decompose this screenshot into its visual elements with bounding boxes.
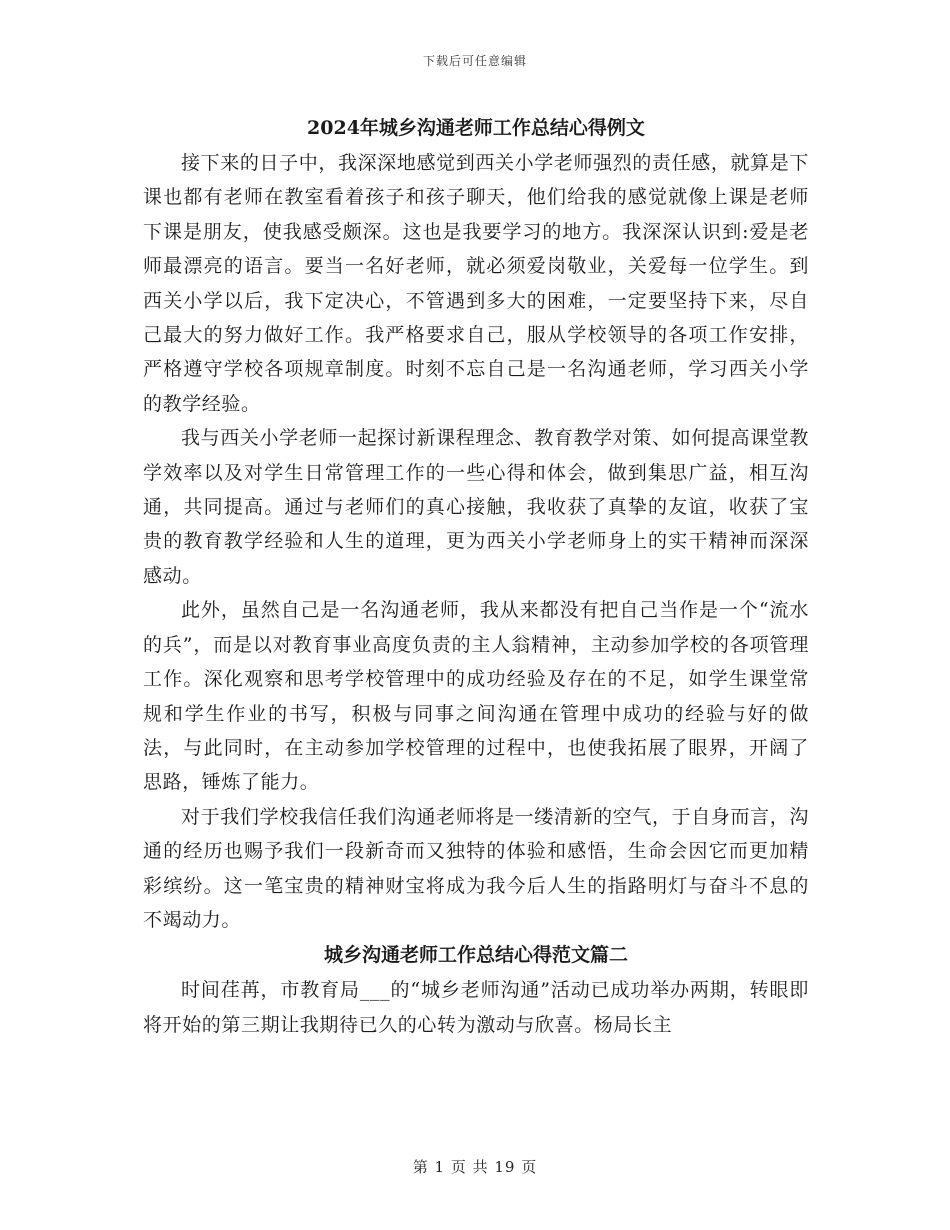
page-footer: 第 1 页 共 19 页 — [412, 1158, 538, 1176]
paragraph-3: 此外，虽然自己是一名沟通老师，我从来都没有把自己当作是一个“流水的兵”，而是以对教育事业高度负责的主人翁精神，主动参加学校的各项管理工作。深化观察和思考学校管理中的成功经验及存在的不足，如学生课堂常规和学生作业的书写，积极与同事之间沟通在管理中成功的经验与好的做法，与此同时，在主动参加学校管理的过程中，也使我拓展了眼界，开阔了思路，锤炼了能力。 — [143, 599, 809, 794]
page-header: 下载后可任意编辑 — [422, 54, 527, 68]
document-body — [143, 110, 809, 1042]
paragraph-1: 接下来的日子中，我深深地感觉到西关小学老师强烈的责任感，就算是下课也都有老师在教室看着孩子和孩子聊天，他们给我的感觉就像上课是老师下课是朋友，使我感受颇深。这也是我要学习的地方。我深深认识到:爱是老师最漂亮的语言。要当一名好老师，就必须爱岗敬业，关爱每一位学生。到西关小学以后，我下定决心，不管遇到多大的困难，一定要坚持下来，尽自己最大的努力做好工作。我严格要求自己，服从学校领导的各项工作安排，严格遵守学校各项规章制度。时刻不忘自己是一名沟通老师，学习西关小学的教学经验。 — [143, 152, 809, 415]
paragraph-2: 我与西关小学老师一起探讨新课程理念、教育教学对策、如何提高课堂教学效率以及对学生日常管理工作的一些心得和体会，做到集思广益，相互沟通，共同提高。通过与老师们的真心接触，我收获了真挚的友谊，收获了宝贵的教育教学经验和人生的道理，更为西关小学老师身上的实干精神而深深感动。 — [143, 427, 809, 587]
paragraph-5: 时间荏苒，市教育局___的“城乡老师沟通”活动已成功举办两期，转眼即将开始的第三期让我期待已久的心转为激动与欣喜。杨局长主 — [143, 979, 809, 1036]
section-subtitle: 城乡沟通老师工作总结心得范文篇二 — [323, 944, 628, 967]
document-title: 2024年城乡沟通老师工作总结心得例文 — [307, 117, 645, 139]
paragraph-4: 对于我们学校我信任我们沟通老师将是一缕清新的空气，于自身而言，沟通的经历也赐予我们一段新奇而又独特的体验和感悟，生命会因它而更加精彩缤纷。这一笔宝贵的精神财宝将成为我今后人生的指路明灯与奋斗不息的不竭动力。 — [143, 805, 809, 931]
